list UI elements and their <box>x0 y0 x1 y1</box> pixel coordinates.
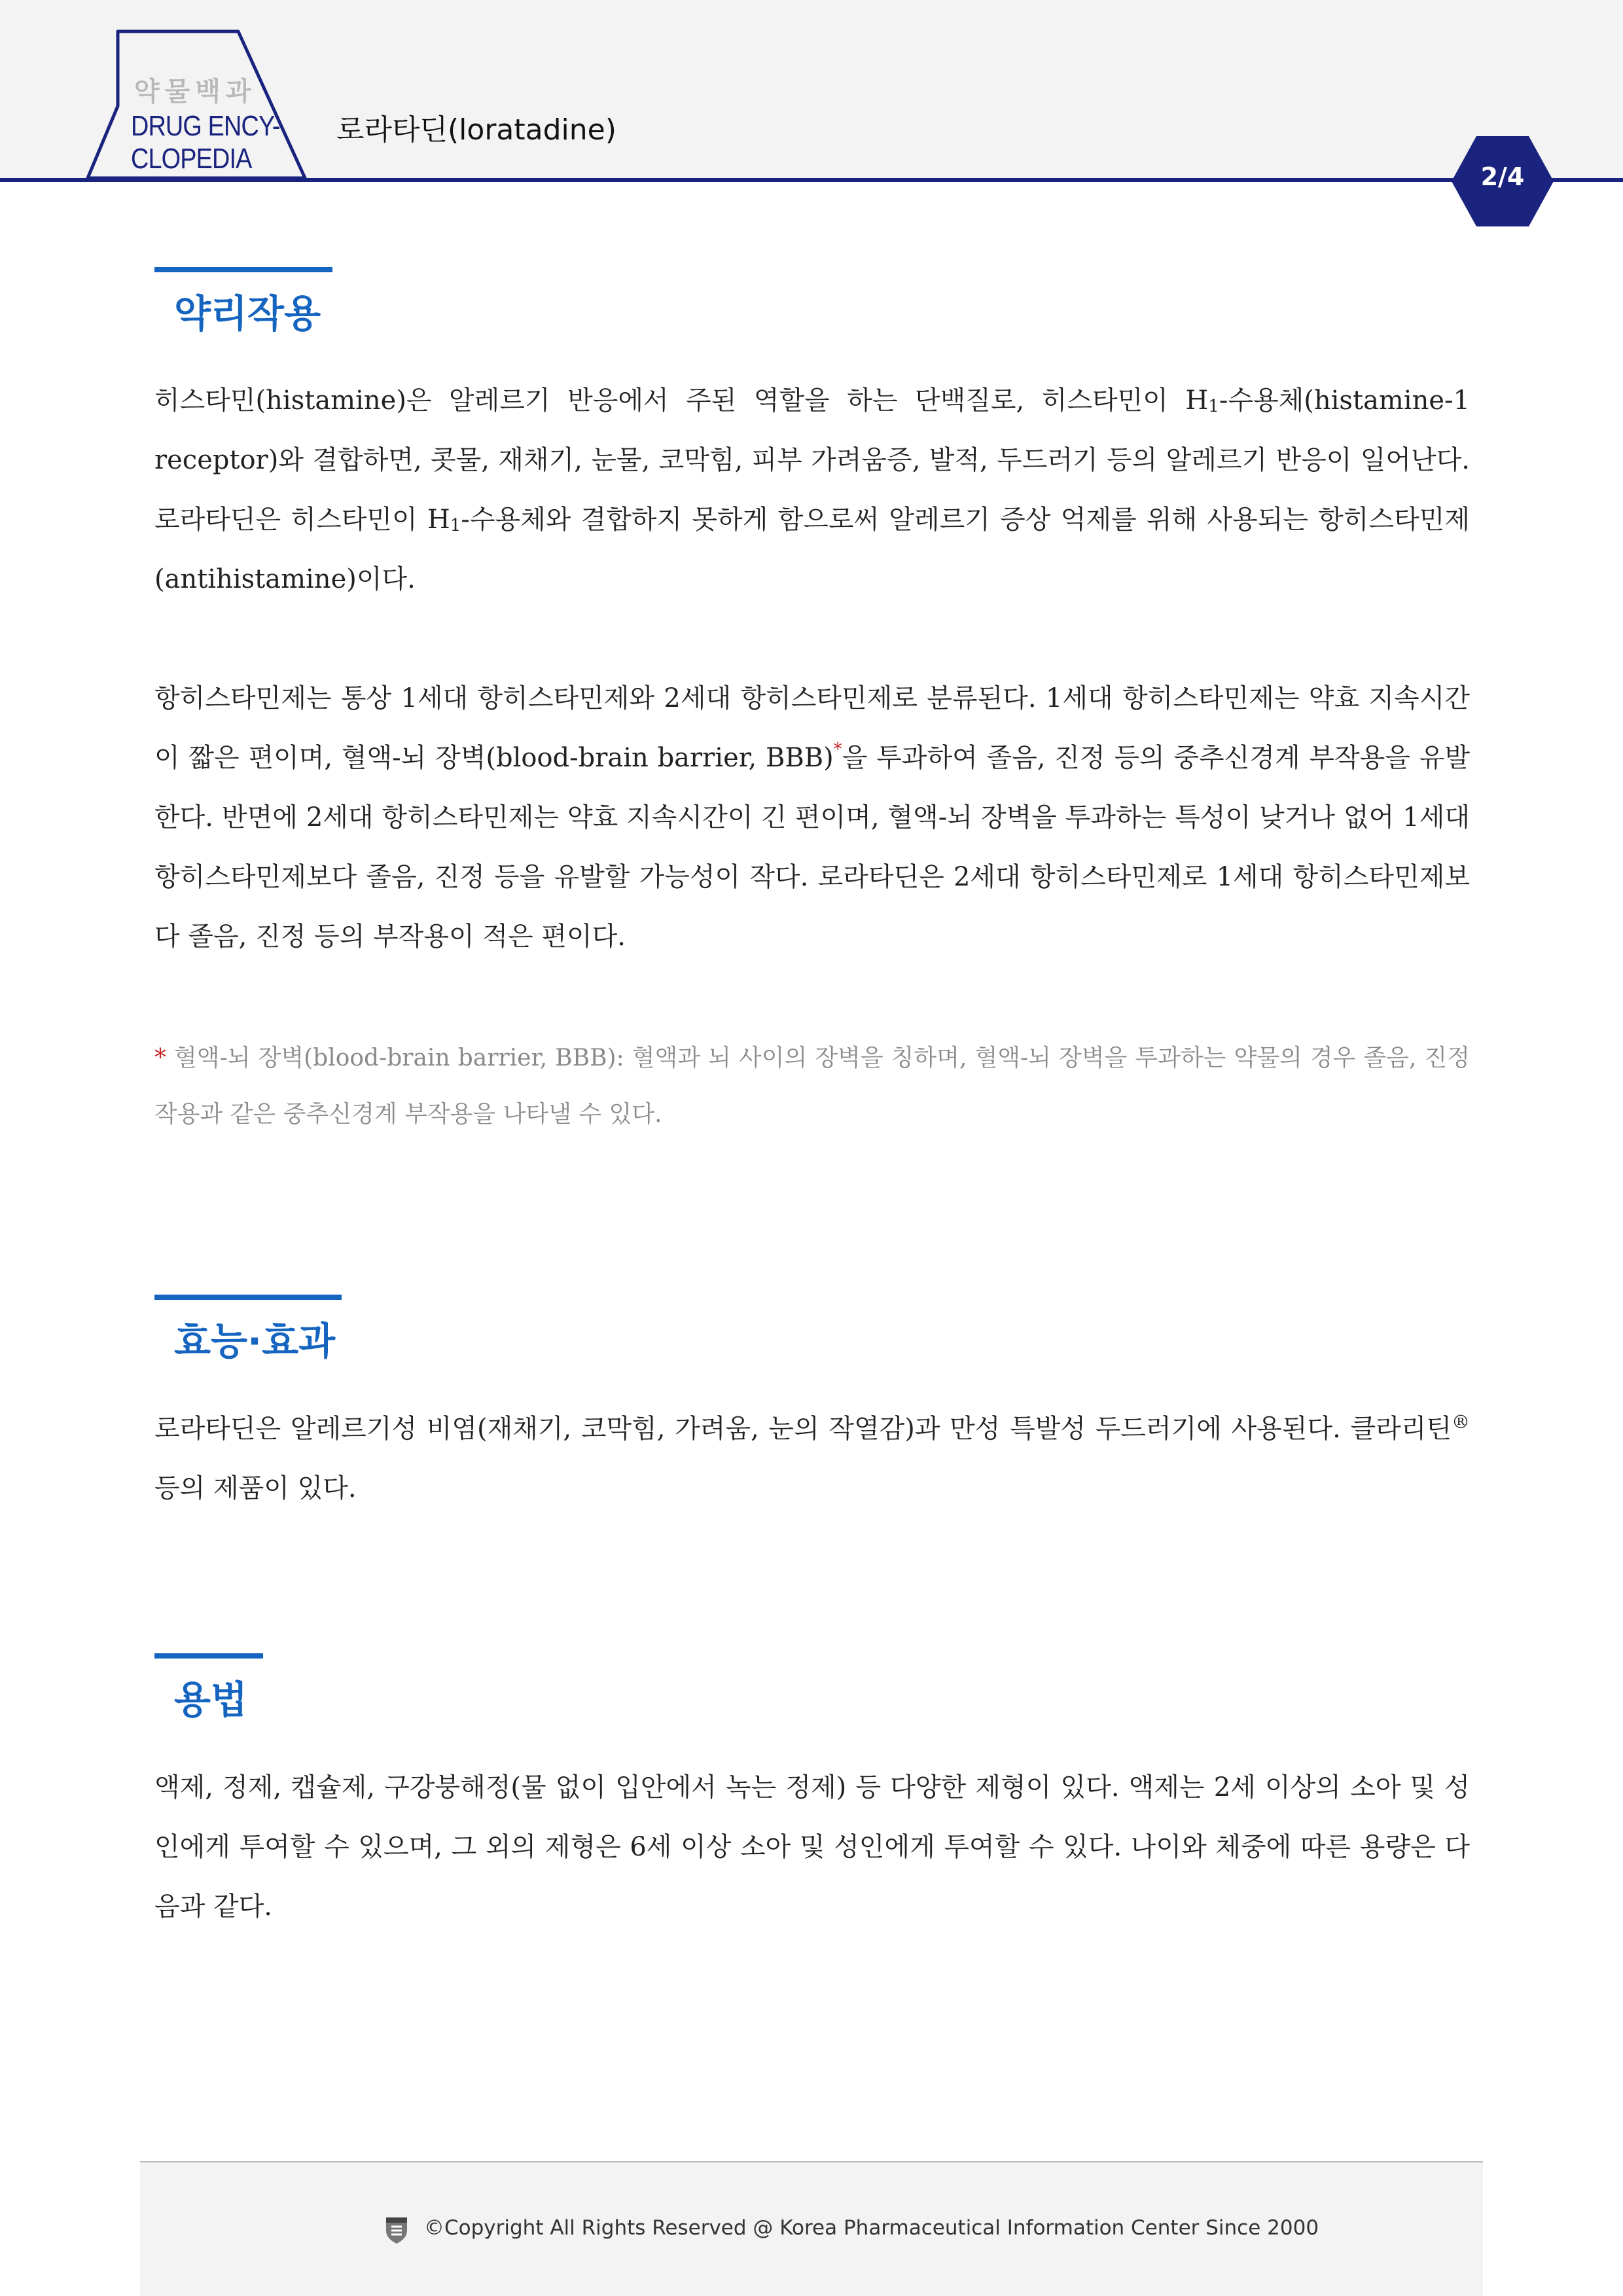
paragraph-pharmacology-1: 히스타민(histamine)은 알레르기 반응에서 주된 역할을 하는 단백질로, 히스타민이 H1-수용체(histamine-1 receptor)와 결합하면, 콧물, 재채기, 눈물, 코막힘, 피부 가려움증, 발적, 두드러기 등의 알레르기 반응이 일어난다. 로라타딘은 히스타민이 H1-수용체와 결합하지 못하게 함으로써 알레르기 증상 억제를 위해 사용되는 항히스타민제(antihistamine)이다. <box>154 386 1470 594</box>
shield-icon <box>383 2215 410 2245</box>
section-bar-efficacy <box>154 1295 342 1300</box>
footnote-bbb: * 혈액-뇌 장벽(blood-brain barrier, BBB): 혈액과 뇌 사이의 장벽을 칭하며, 혈액-뇌 장벽을 투과하는 약물의 경우 졸음, 진정작용과 같은 중추신경계 부작용을 나타낼 수 있다. <box>154 1045 1470 1128</box>
logo-english-line1: DRUG ENCY- <box>131 110 280 142</box>
footer-copyright: ©Copyright All Rights Reserved @ Korea Pharmaceutical Information Center Since 2000 <box>424 2216 1319 2240</box>
section-bar-dosage <box>154 1653 263 1659</box>
section-bar-pharmacology <box>154 267 332 272</box>
logo-english-line2: CLOPEDIA <box>131 143 252 175</box>
section-heading-pharmacology: 약리작용 <box>174 291 321 336</box>
paragraph-dosage: 액제, 정제, 캡슐제, 구강붕해정(물 없이 입안에서 녹는 정제) 등 다양한 제형이 있다. 액제는 2세 이상의 소아 및 성인에게 투여할 수 있으며, 그 외의 제형은 6세 이상 소아 및 성인에게 투여할 수 있다. 나이와 체중에 따른 용량은 다음과 같다. <box>154 1772 1470 1922</box>
section-heading-dosage: 용법 <box>174 1677 248 1722</box>
paragraph-pharmacology-2: 항히스타민제는 통상 1세대 항히스타민제와 2세대 항히스타민제로 분류된다. 1세대 항히스타민제는 약효 지속시간이 짧은 편이며, 혈액-뇌 장벽(blood-brain barrier, BBB)*을 투과하여 졸음, 진정 등의 중추신경계 부작용을 유발한다. 반면에 2세대 항히스타민제는 약효 지속시간이 긴 편이며, 혈액-뇌 장벽을 투과하는 특성이 낮거나 없어 1세대 항히스타민제보다 졸음, 진정 등을 유발할 가능성이 작다. 로라타딘은 2세대 항히스타민제로 1세대 항히스타민제보다 졸음, 진정 등의 부작용이 적은 편이다. <box>154 683 1470 952</box>
logo-english-text <box>131 110 280 175</box>
paragraph-efficacy: 로라타딘은 알레르기성 비염(재채기, 코막힘, 가려움, 눈의 작열감)과 만성 특발성 두드러기에 사용된다. 클라리틴® 등의 제품이 있다. <box>154 1411 1470 1503</box>
page-indicator: 2/4 <box>1480 162 1525 191</box>
document-title: 로라타딘(loratadine) <box>336 113 616 147</box>
footnote-marker: * <box>154 1045 166 1071</box>
section-heading-efficacy: 효능·효과 <box>174 1319 336 1363</box>
logo-korean-text: 약물백과 <box>134 77 257 107</box>
